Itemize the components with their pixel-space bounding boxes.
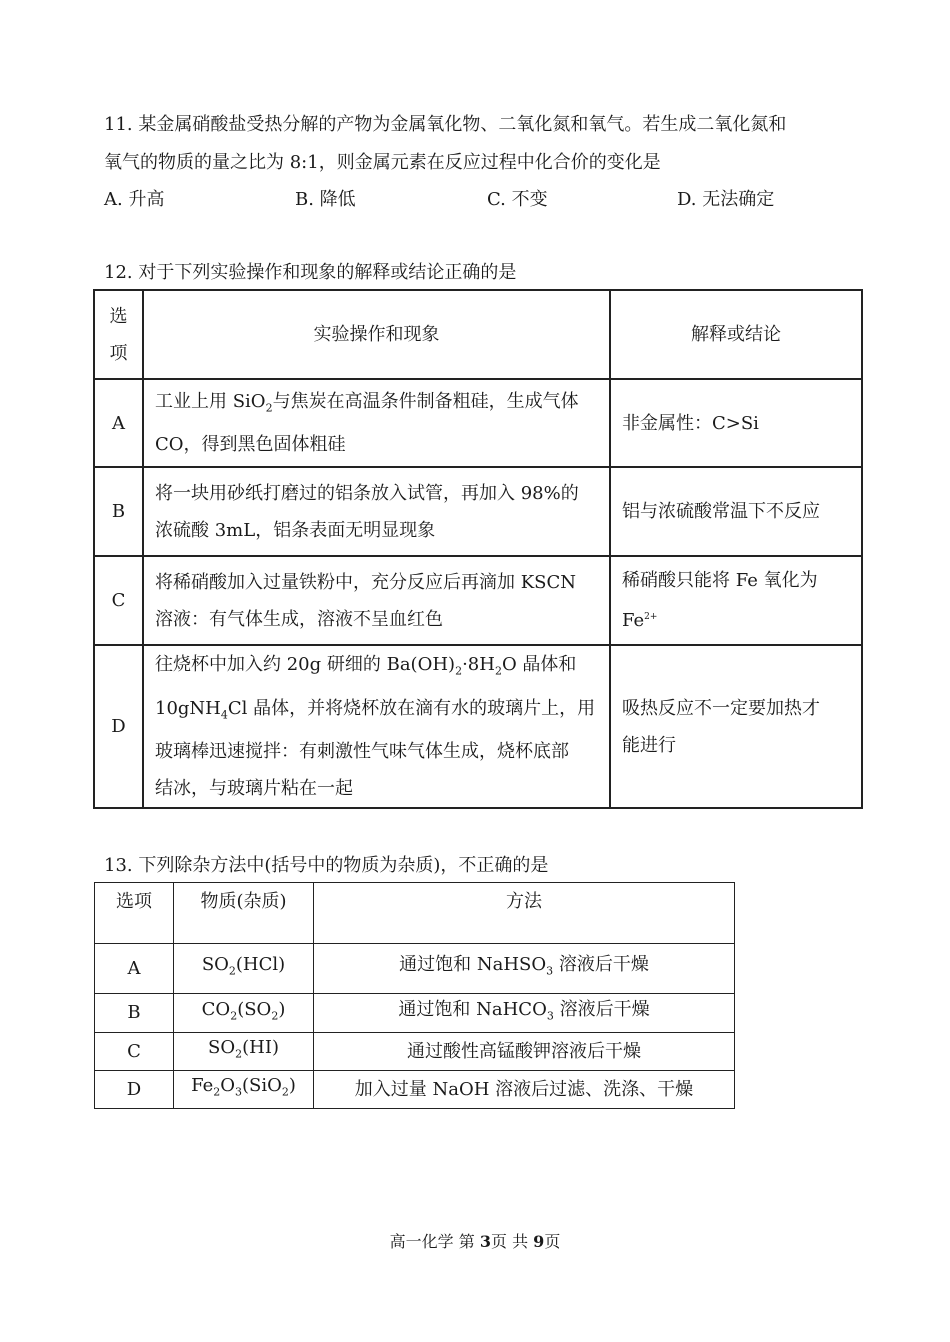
q13-row-a-substance — [174, 944, 314, 994]
text: SO — [208, 1037, 236, 1059]
subscript: 2 — [494, 664, 502, 678]
footer-page-number: 3 — [479, 1232, 491, 1251]
footer-suffix: 页 — [544, 1232, 561, 1251]
text: 通过饱和 NaHCO — [398, 998, 547, 1020]
text: Cl 晶体，并将烧杯放在滴有水的玻璃片上，用 — [227, 697, 596, 719]
q12-row-d-key: D — [94, 645, 143, 808]
superscript: 2+ — [644, 612, 658, 622]
subscript: 2 — [230, 1009, 238, 1023]
text: Fe — [191, 1075, 214, 1097]
subscript: 2 — [228, 964, 236, 978]
q11-stem-line2: 氧气的物质的量之比为 8:1，则金属元素在反应过程中化合价的变化是 — [104, 152, 661, 173]
q13-row-c-key: C — [95, 1033, 174, 1071]
text: O — [220, 1075, 236, 1097]
subscript: 3 — [235, 1085, 243, 1099]
q13-row-d-substance — [174, 1071, 314, 1109]
text: 通过饱和 NaHSO — [399, 954, 547, 976]
q12-row-c-key: C — [94, 556, 143, 645]
q12-header-row — [94, 290, 862, 379]
q12-header-option — [94, 290, 143, 379]
table-row — [95, 1033, 735, 1071]
text: 工业上用 SiO — [155, 390, 266, 412]
text: 玻璃棒迅速搅拌：有刺激性气味气体生成，烧杯底部 — [155, 741, 569, 763]
q12-row-b-key: B — [94, 467, 143, 556]
q13-header-row — [95, 883, 735, 944]
text: Fe — [622, 610, 645, 631]
text: 将稀硝酸加入过量铁粉中，充分反应后再滴加 KSCN — [155, 571, 577, 593]
q13-row-d-key: D — [95, 1071, 174, 1109]
text: ·8H — [462, 654, 495, 675]
text: (SiO — [242, 1075, 282, 1097]
text: 与焦炭在高温条件制备粗硅，生成气体 — [272, 390, 579, 412]
text: 吸热反应不一定要加热才 — [622, 697, 820, 719]
table-row — [94, 556, 862, 645]
subscript: 4 — [220, 708, 228, 722]
q13-header-substance: 物质(杂质) — [174, 883, 314, 944]
subscript: 2 — [213, 1085, 221, 1099]
q11-stem-line1: 11. 某金属硝酸盐受热分解的产物为金属氧化物、二氧化氮和氧气。若生成二氧化氮和 — [104, 114, 787, 135]
text: 能进行 — [622, 734, 676, 756]
q13-header-method: 方法 — [314, 883, 735, 944]
q12-stem: 12. 对于下列实验操作和现象的解释或结论正确的是 — [104, 262, 517, 283]
q13-row-c-substance — [174, 1033, 314, 1071]
q11-option-d: D. 无法确定 — [677, 189, 775, 210]
q13-table — [94, 882, 735, 1109]
text: ) — [288, 1075, 296, 1097]
q13-row-d-method: 加入过量 NaOH 溶液后过滤、洗涤、干燥 — [314, 1071, 735, 1109]
text: 溶液：有气体生成，溶液不呈血红色 — [155, 608, 443, 630]
table-row — [95, 944, 735, 994]
q12-row-d-conclusion — [610, 645, 862, 808]
q12-header-option-2: 项 — [109, 342, 128, 364]
page-footer — [0, 1229, 950, 1252]
q13-row-c-method: 通过酸性高锰酸钾溶液后干燥 — [314, 1033, 735, 1071]
table-row — [95, 1071, 735, 1109]
q12-row-c-operation — [143, 556, 610, 645]
q13-stem: 13. 下列除杂方法中(括号中的物质为杂质)，不正确的是 — [104, 855, 549, 876]
q12-header-option-1: 选 — [109, 305, 128, 327]
table-row — [94, 467, 862, 556]
q13-row-a-method — [314, 944, 735, 994]
text: 溶液后干燥 — [553, 954, 649, 976]
footer-mid: 页 共 — [490, 1232, 534, 1251]
q13-header-option: 选项 — [95, 883, 174, 944]
q12-row-a-key: A — [94, 379, 143, 467]
q12-table — [93, 289, 863, 809]
q11-option-b: B. 降低 — [295, 189, 356, 210]
q12-header-conclusion: 解释或结论 — [610, 290, 862, 379]
table-row — [95, 994, 735, 1033]
text: 10gNH — [155, 697, 221, 719]
table-row — [94, 379, 862, 467]
q13-row-b-substance — [174, 994, 314, 1033]
text: 将一块用砂纸打磨过的铝条放入试管，再加入 98%的 — [155, 482, 579, 504]
text: (SO — [237, 998, 272, 1020]
q13-row-b-method — [314, 994, 735, 1033]
subscript: 3 — [546, 964, 554, 978]
q12-row-b-conclusion: 铝与浓硫酸常温下不反应 — [610, 467, 862, 556]
q12-row-a-conclusion: 非金属性：C>Si — [610, 379, 862, 467]
text: ) — [278, 998, 286, 1020]
text: SO — [201, 954, 229, 976]
footer-total-pages: 9 — [533, 1232, 545, 1251]
table-row — [94, 645, 862, 808]
text: CO — [201, 998, 231, 1020]
q12-row-b-operation — [143, 467, 610, 556]
subscript: 2 — [265, 401, 273, 415]
q12-row-c-conclusion — [610, 556, 862, 645]
q12-header-operation: 实验操作和现象 — [143, 290, 610, 379]
q11-option-c: C. 不变 — [487, 189, 548, 210]
text: (HI) — [242, 1037, 279, 1059]
q13-row-b-key: B — [95, 994, 174, 1033]
text: CO，得到黑色固体粗硅 — [155, 434, 346, 456]
subscript: 2 — [455, 664, 463, 678]
text: O 晶体和 — [501, 654, 577, 675]
text: 往烧杯中加入约 20g 研细的 Ba(OH) — [155, 654, 456, 675]
text: 稀硝酸只能将 Fe 氧化为 — [622, 570, 818, 591]
subscript: 2 — [271, 1009, 279, 1023]
q13-row-a-key: A — [95, 944, 174, 994]
text: 溶液后干燥 — [553, 998, 650, 1020]
footer-prefix: 高一化学 第 — [389, 1232, 480, 1251]
q11-option-a: A. 升高 — [104, 189, 165, 210]
text: 结冰，与玻璃片粘在一起 — [155, 778, 353, 800]
q12-row-a-operation — [143, 379, 610, 467]
q12-row-d-operation — [143, 645, 610, 808]
text: (HCl) — [235, 954, 286, 976]
text: 浓硫酸 3mL，铝条表面无明显现象 — [155, 519, 436, 541]
subscript: 2 — [235, 1047, 243, 1061]
subscript: 2 — [281, 1085, 289, 1099]
subscript: 3 — [546, 1009, 554, 1023]
